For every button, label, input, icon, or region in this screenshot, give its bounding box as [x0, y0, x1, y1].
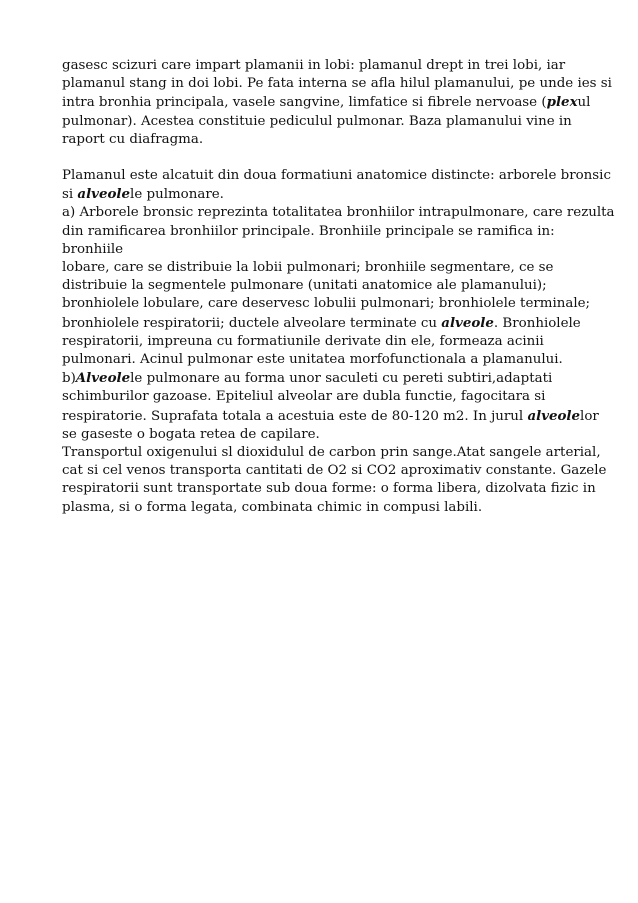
text-line [62, 369, 582, 388]
text-line [62, 462, 607, 480]
text-segment: intra bronhia principala, vasele sangvine, limfatice si fibrele nervoase ( [62, 95, 547, 111]
text-line [62, 295, 591, 313]
text-line [62, 75, 612, 93]
text-segment: raport cu diafragma. [62, 131, 204, 147]
text-segment: le pulmonare au forma unor saculeti cu pereti subtiri,adaptati [130, 371, 553, 387]
text-segment: Transportul oxigenului sl dioxidulul de carbon prin sange.Atat sangele arterial, [62, 445, 601, 461]
text-line [62, 93, 591, 112]
emphasized-term: Alveole [75, 370, 131, 387]
text-segment: . Bronhiolele [493, 315, 581, 331]
text-segment: b) [62, 371, 76, 387]
text-segment: le pulmonare. [130, 187, 224, 203]
text-line [62, 499, 582, 517]
text-segment: plamanul stang in doi lobi. Pe fata interna se afla hilul plamanului, pe unde ies si [62, 76, 612, 92]
text-segment: distribuie la segmentele pulmonare (unitati anatomice ale plamanului); [62, 278, 547, 294]
text-segment: a) Arborele bronsic reprezinta totalitatea bronhiilor intrapulmonare, care rezulta [62, 205, 615, 221]
text-line [62, 407, 599, 426]
text-line [62, 241, 582, 259]
text-line [62, 426, 582, 444]
emphasized-term: alveole [527, 407, 581, 424]
text-line [62, 113, 582, 131]
text-segment: schimburilor gazoase. Epiteliul alveolar are dubla functie, fagocitara si [62, 389, 546, 405]
text-segment: respiratorii, impreuna cu formatiunile derivate din ele, formeaza acinii [62, 333, 544, 349]
text-line [62, 223, 582, 241]
text-segment: respiratorie. Suprafata totala a acestuia este de 80-120 m2. In jurul [62, 408, 528, 424]
text-line [62, 388, 582, 406]
text-segment: respiratorii sunt transportate sub doua forme: o forma libera, dizolvata fizic in [62, 481, 596, 497]
text-segment: pulmonari. Acinul pulmonar este unitatea morfofunctionala a plamanului. [62, 352, 563, 368]
text-line [62, 57, 582, 75]
text-segment: lobare, care se distribuie la lobii pulmonari; bronhiile segmentare, ce se [62, 260, 554, 276]
text-segment: se gaseste o bogata retea de capilare. [62, 426, 320, 442]
text-segment: gasesc scizuri care impart plamanii in lobi: plamanul drept in trei lobi, iar [62, 58, 566, 73]
paragraph [62, 167, 615, 517]
text-line [62, 444, 601, 462]
text-segment: bronhiolele respiratorii; ductele alveolare terminate cu [62, 315, 442, 331]
document-page [62, 57, 615, 517]
text-segment: cat si cel venos transporta cantitati de O2 si CO2 aproximativ constante. Gazele [62, 463, 607, 479]
text-segment: bronhiolele lobulare, care deservesc lobulii pulmonari; bronhiolele terminale; [62, 296, 591, 312]
text-segment: plasma, si o forma legata, combinata chimic in compusi labili. [62, 499, 483, 515]
text-line [62, 333, 582, 351]
text-line [62, 185, 582, 204]
text-segment: bronhiile [62, 241, 124, 257]
paragraph-gap [62, 149, 582, 167]
paragraph [62, 57, 612, 149]
text-line [62, 167, 611, 185]
emphasized-term: alveole [441, 314, 494, 331]
text-segment: ul [577, 95, 591, 111]
text-segment: si [62, 187, 78, 203]
text-segment: pulmonar). Acestea constituie pediculul pulmonar. Baza plamanului vine in [62, 113, 572, 129]
text-line [62, 277, 582, 295]
text-line [62, 131, 582, 149]
emphasized-term: plex [546, 94, 578, 111]
document-body [62, 57, 615, 517]
text-segment: lor [580, 408, 599, 424]
emphasized-term: alveole [77, 186, 131, 203]
text-line [62, 259, 582, 277]
text-segment: Plamanul este alcatuit din doua formatiuni anatomice distincte: arborele bronsic [62, 168, 611, 184]
text-line [62, 480, 596, 498]
text-line [62, 314, 582, 333]
text-line [62, 351, 582, 369]
text-segment: din ramificarea bronhiilor principale. Bronhiile principale se ramifica in: [62, 223, 555, 239]
text-line [62, 204, 615, 222]
